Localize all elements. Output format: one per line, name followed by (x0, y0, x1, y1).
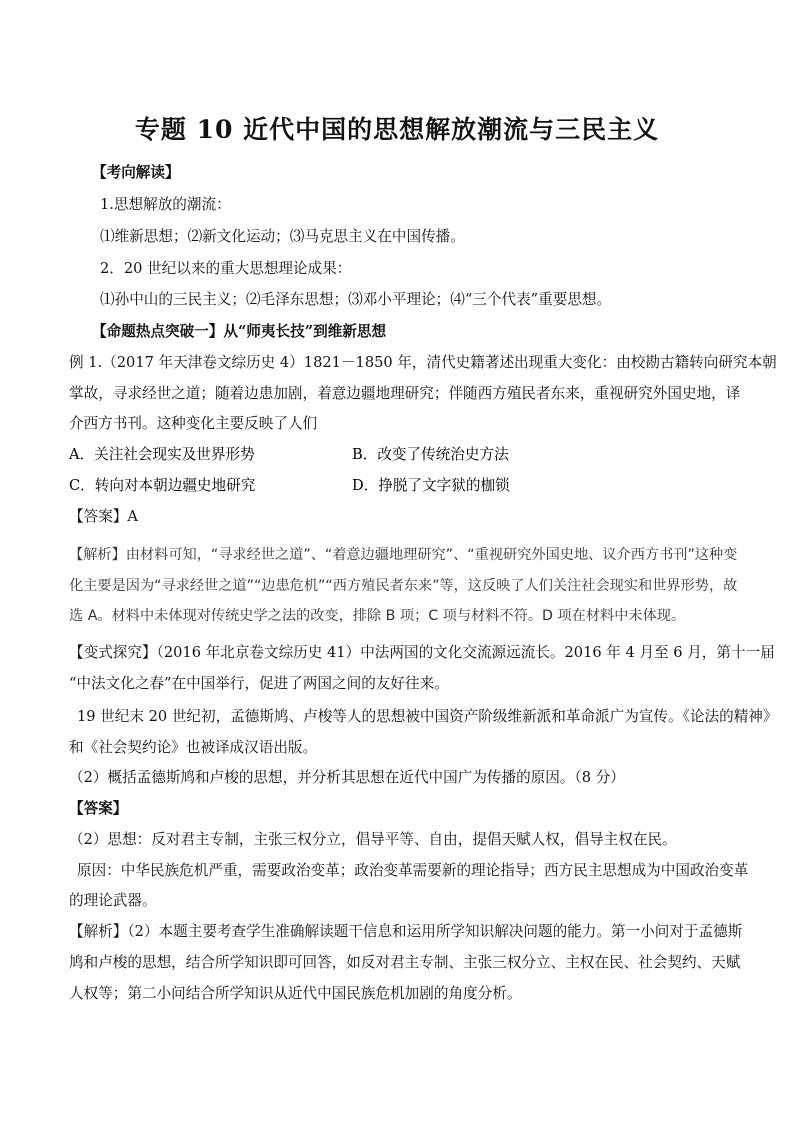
answer-line: 【答案】A (69, 508, 138, 525)
answer-line: 原因：中华民族危机严重，需要政治变革；政治变革需要新的理论指导；西方民主思想成为中国政治变革 (77, 862, 749, 879)
question-line: 例 1.（2017 年天津卷文综历史 4）1821－1850 年，清代史籍著述出现重大变化：由校勘古籍转向研究本朝 (69, 354, 777, 371)
analysis-line: 选 A。材料中未体现对传统史学之法的改变，排除 B 项；C 项与材料不符。D 项在材料中未体现。 (69, 608, 686, 624)
text-line: 2．20 世纪以来的重大思想理论成果： (100, 260, 352, 277)
question-line: 介西方书刊。这种变化主要反映了人们 (69, 415, 318, 432)
text-line: 1.思想解放的潮流： (100, 196, 231, 213)
variant-line: 19 世纪末 20 世纪初，孟德斯鸠、卢梭等人的思想被中国资产阶级维新派和革命派广为宣传。《论法的精神》 (77, 708, 778, 725)
option-c: C．转向对本朝边疆史地研究 (69, 477, 256, 494)
answer-heading: 【答案】 (69, 800, 128, 817)
option-a: A．关注社会现实及世界形势 (69, 446, 255, 463)
analysis-line: 化主要是因为“寻求经世之道”“边患危机”“西方殖民者东来”等，这反映了人们关注社会现实和世界形势，故 (69, 578, 738, 594)
question-line: 掌故，寻求经世之道；随着边患加剧，着意边疆地理研究；伴随西方殖民者东来，重视研究外国史地，译 (69, 385, 741, 402)
analysis-line: 【解析】（2）本题主要考查学生准确解读题干信息和运用所学知识解决问题的能力。第一小问对于孟德斯 (69, 923, 743, 940)
analysis-line: 人权等；第二小问结合所学知识从近代中国民族危机加剧的角度分析。 (69, 985, 522, 1002)
answer-line: 的理论武器。 (69, 892, 157, 909)
analysis-line: 【解析】由材料可知，“寻求经世之道”、“着意边疆地理研究”、“重视研究外国史地、议介西方书刊”这种变 (69, 547, 738, 563)
text-line: ⑴维新思想；⑵新文化运动；⑶马克思主义在中国传播。 (100, 228, 465, 245)
section-heading-kaoxiang: 【考向解读】 (92, 164, 180, 181)
answer-line: （2）思想：反对君主专制，主张三权分立，倡导平等、自由，提倡天赋人权，倡导主权在民。 (69, 831, 677, 848)
section-heading-tupo: 【命题热点突破一】从“师夷长技”到维新思想 (92, 323, 387, 340)
variant-line: “中法文化之春”在中国举行，促进了两国之间的友好往来。 (69, 675, 449, 692)
variant-question: （2）概括孟德斯鸠和卢梭的思想，并分析其思想在近代中国广为传播的原因。（8 分） (69, 769, 625, 786)
option-b: B．改变了传统治史方法 (352, 446, 509, 463)
page-title: 专题 10 近代中国的思想解放潮流与三民主义 (134, 115, 660, 144)
variant-line: 【变式探究】（2016 年北京卷文综历史 41）中法两国的文化交流源远流长。2016 年 4 月至 6 月，第十一届 (69, 644, 775, 661)
analysis-line: 鸠和卢梭的思想，结合所学知识即可回答，如反对君主专制、主张三权分立、主权在民、社会契约、天赋 (69, 954, 741, 971)
text-line: ⑴孙中山的三民主义；⑵毛泽东思想；⑶邓小平理论；⑷“三个代表”重要思想。 (100, 291, 612, 308)
variant-line: 和《社会契约论》也被译成汉语出版。 (69, 739, 318, 756)
option-d: D．挣脱了文字狱的枷锁 (352, 477, 510, 494)
